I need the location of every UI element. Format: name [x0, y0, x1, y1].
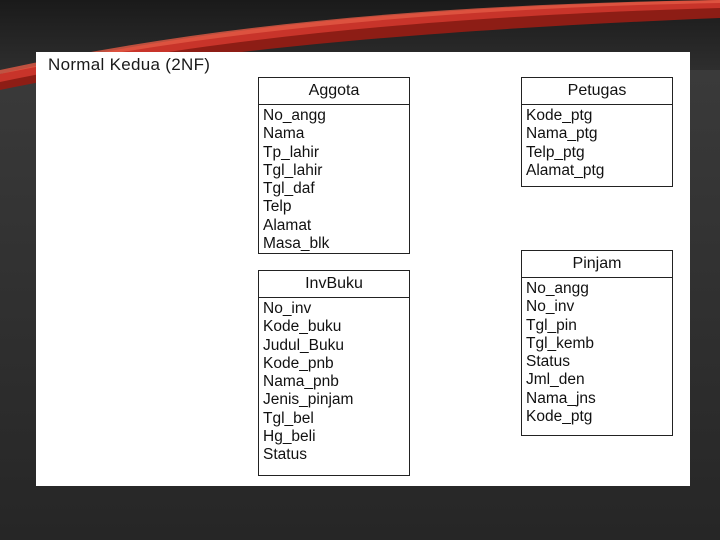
attribute: No_angg — [263, 107, 326, 124]
attribute: Tp_lahir — [263, 143, 319, 161]
attribute: Kode_buku — [263, 318, 342, 336]
attribute: Jml_den — [526, 371, 585, 389]
attribute-list — [259, 298, 409, 465]
entity-pinjam — [521, 250, 673, 436]
attribute: Status — [263, 446, 307, 464]
attribute-list — [259, 105, 409, 253]
attribute: Nama_jns — [526, 389, 596, 407]
entity-name: Petugas — [522, 78, 672, 105]
attribute: Kode_ptg — [526, 107, 593, 124]
attribute: Jenis_pinjam — [263, 391, 354, 409]
attribute-list — [522, 278, 672, 426]
attribute: Kode_ptg — [526, 408, 593, 426]
attribute: Tgl_daf — [263, 180, 315, 198]
attribute: Status — [526, 353, 570, 371]
attribute: No_inv — [526, 298, 575, 316]
attribute: Nama_ptg — [526, 125, 598, 143]
attribute: Alamat — [263, 216, 312, 234]
attribute: Telp_ptg — [526, 143, 585, 161]
attribute: Masa_blk — [263, 235, 330, 253]
attribute: Nama — [263, 125, 305, 143]
attribute: Kode_pnb — [263, 354, 334, 372]
entity-name: Pinjam — [522, 251, 672, 278]
attribute: Alamat_ptg — [526, 161, 605, 179]
attribute: Tgl_bel — [263, 409, 314, 427]
attribute: No_angg — [526, 280, 589, 297]
entity-name: InvBuku — [259, 271, 409, 298]
entity-petugas — [521, 77, 673, 187]
attribute-list — [522, 105, 672, 180]
attribute: Judul_Buku — [263, 336, 345, 354]
slide-title: Normal Kedua (2NF) — [48, 55, 211, 74]
attribute: Tgl_pin — [526, 316, 577, 334]
entity-invbuku — [258, 270, 410, 476]
attribute: Tgl_lahir — [263, 161, 323, 179]
attribute: Tgl_kemb — [526, 334, 595, 352]
entity-name: Aggota — [259, 78, 409, 105]
attribute: Nama_pnb — [263, 373, 339, 391]
attribute: No_inv — [263, 300, 312, 317]
slide-content — [36, 52, 690, 486]
attribute: Hg_beli — [263, 428, 316, 446]
attribute: Telp — [263, 198, 292, 216]
entity-aggota — [258, 77, 410, 254]
